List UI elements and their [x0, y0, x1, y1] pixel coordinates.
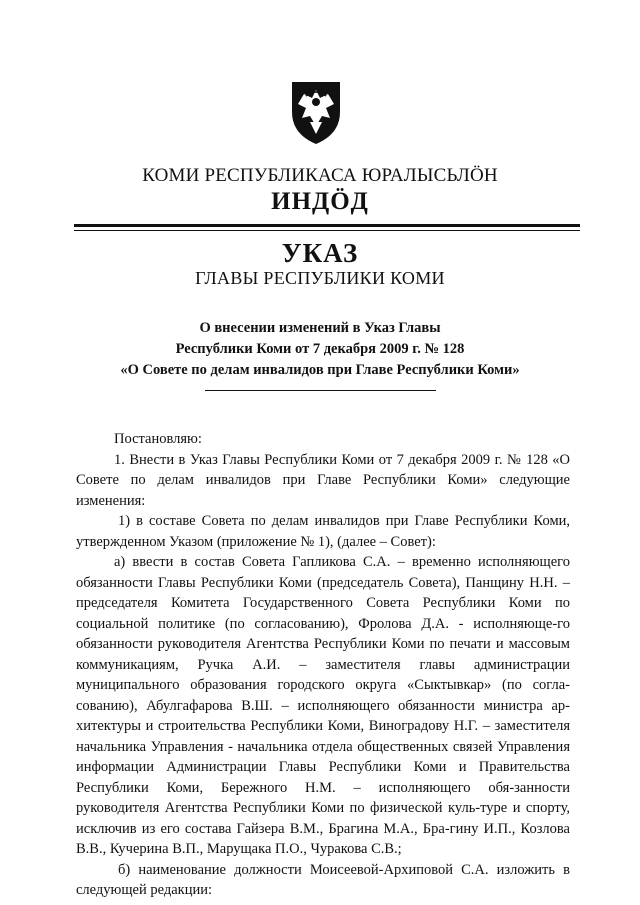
doc-type-komi: ИНДÖД	[271, 188, 369, 215]
document-title	[0, 318, 640, 381]
paragraph-resolve: Постановляю:	[114, 431, 202, 447]
header-rule-thin	[74, 230, 580, 231]
title-rule	[205, 390, 436, 391]
document-body	[76, 429, 570, 901]
doc-type: УКАЗ	[281, 238, 359, 268]
paragraph-1: 1. Внести в Указ Главы Республики Коми от 7 декабря 2009 г. № 128 «О Совете по делам инвалидов при Главе Республики Коми» следующие изменения:	[76, 451, 570, 509]
header-rule-thick	[74, 224, 580, 227]
issuer: ГЛАВЫ РЕСПУБЛИКИ КОМИ	[195, 268, 445, 288]
paragraph-1-1: 1) в составе Совета по делам инвалидов при Главе Республики Коми, утвержденном Указом (приложение № 1), (далее – Совет):	[76, 513, 570, 550]
title-line-3: «О Совете по делам инвалидов при Главе Республики Коми»	[120, 362, 520, 378]
paragraph-1-1-b: б) наименование должности Моисеевой-Архиповой С.А. изложить в следующей редакции:	[76, 861, 570, 898]
komi-coat-of-arms-icon	[276, 78, 356, 146]
paragraph-1-1-a: а) ввести в состав Совета Гапликова С.А. – временно исполняющего обязанности Главы Республики Коми (председатель Совета), Панщину Н.Н. – председателя Комитета Государственного Совета Республики Коми по социальной политике (по согласованию), Фролова Д.А. - исполняюще-го обязанности руководителя Агентства Республики Коми по печати и массовым коммуникациям, Ручка А.И. – заместителя главы администрации муниципального образования городского округа «Сыктывкар» (по согла-сованию), Абулгафарова В.Ш. – исполняющего обязанности министра ар-хитектуры и строительства Республики Коми, Виноградову Н.Г. – заместителя начальника Управления - начальника отдела общественных связей Управления информации Администрации Главы Республики Коми и Правительства Республики Коми, Бережного Н.М. – исполняющего обя-занности руководителя Агентства Республики Коми по физической куль-туре и спорту, исключив из его состава Гайзера В.М., Брагина М.А., Бра-гину И.П., Козлова В.В., Кучерина В.П., Марущака П.О., Чуракова С.В.;	[76, 554, 570, 857]
title-line-2: Республики Коми от 7 декабря 2009 г. № 128	[175, 341, 465, 357]
title-line-1: О внесении изменений в Указ Главы	[199, 320, 441, 336]
republic-name: КОМИ РЕСПУБЛИКАСА ЮРАЛЫСЬЛÖН	[142, 165, 498, 186]
